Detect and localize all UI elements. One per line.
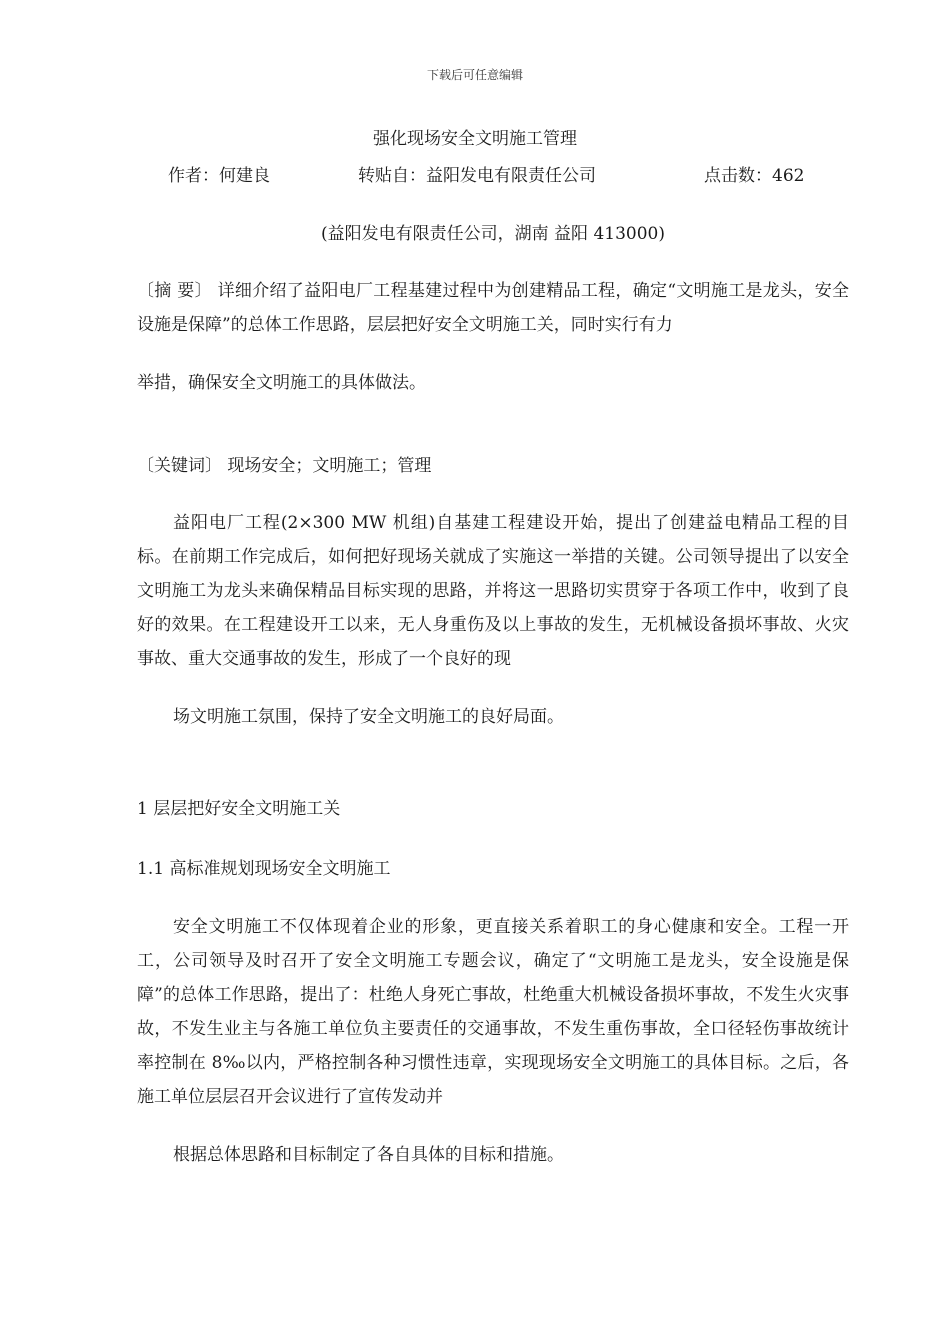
- abstract-last-line: 举措，确保安全文明施工的具体做法。: [137, 373, 426, 393]
- section-heading-1: 1 层层把好安全文明施工关: [137, 799, 341, 819]
- abstract-paragraph: [137, 274, 849, 400]
- click-count-meta: 点击数：462: [704, 166, 805, 186]
- author-meta: 作者：何建良: [168, 166, 270, 186]
- section-paragraph: [137, 910, 849, 1172]
- affiliation: (益阳发电有限责任公司，湖南 益阳 413000): [321, 224, 665, 244]
- intro-last-line: 场文明施工氛围，保持了安全文明施工的良好局面。: [173, 707, 564, 727]
- source-meta: 转贴自：益阳发电有限责任公司: [358, 166, 596, 186]
- section-heading-1-1: 1.1 高标准规划现场安全文明施工: [137, 859, 391, 879]
- intro-body: 益阳电厂工程(2×300 MW 机组)自基建工程建设开始，提出了创建益电精品工程的目标。在前期工作完成后，如何把好现场关就成了实施这一举措的关键。公司领导提出了以安全文明施工为龙头来确保精品目标实现的思路，并将这一思路切实贯穿于各项工作中，收到了良好的效果。在工程建设开工以来，无人身重伤及以上事故的发生，无机械设备损坏事故、火灾事故、重大交通事故的发生，形成了一个良好的现: [137, 513, 849, 669]
- keywords-line: 〔关键词〕 现场安全；文明施工；管理: [137, 456, 432, 476]
- abstract-body: 〔摘 要〕 详细介绍了益阳电厂工程基建过程中为创建精品工程，确定“文明施工是龙头，安全设施是保障”的总体工作思路，层层把好安全文明施工关，同时实行有力: [137, 281, 849, 335]
- section-paragraph-last-line: 根据总体思路和目标制定了各自具体的目标和措施。: [173, 1145, 564, 1165]
- header-note: 下载后可任意编辑: [426, 68, 523, 82]
- article-title: 强化现场安全文明施工管理: [373, 129, 577, 149]
- intro-paragraph: [137, 506, 849, 734]
- section-paragraph-body: 安全文明施工不仅体现着企业的形象，更直接关系着职工的身心健康和安全。工程一开工，公司领导及时召开了安全文明施工专题会议，确定了“文明施工是龙头，安全设施是保障”的总体工作思路，提出了：杜绝人身死亡事故，杜绝重大机械设备损坏事故，不发生火灾事故，不发生业主与各施工单位负主要责任的交通事故，不发生重伤事故，全口径轻伤事故统计率控制在 8‰以内，严格控制各种习惯性违章，实现现场安全文明施工的具体目标。之后，各施工单位层层召开会议进行了宣传发动并: [137, 917, 849, 1107]
